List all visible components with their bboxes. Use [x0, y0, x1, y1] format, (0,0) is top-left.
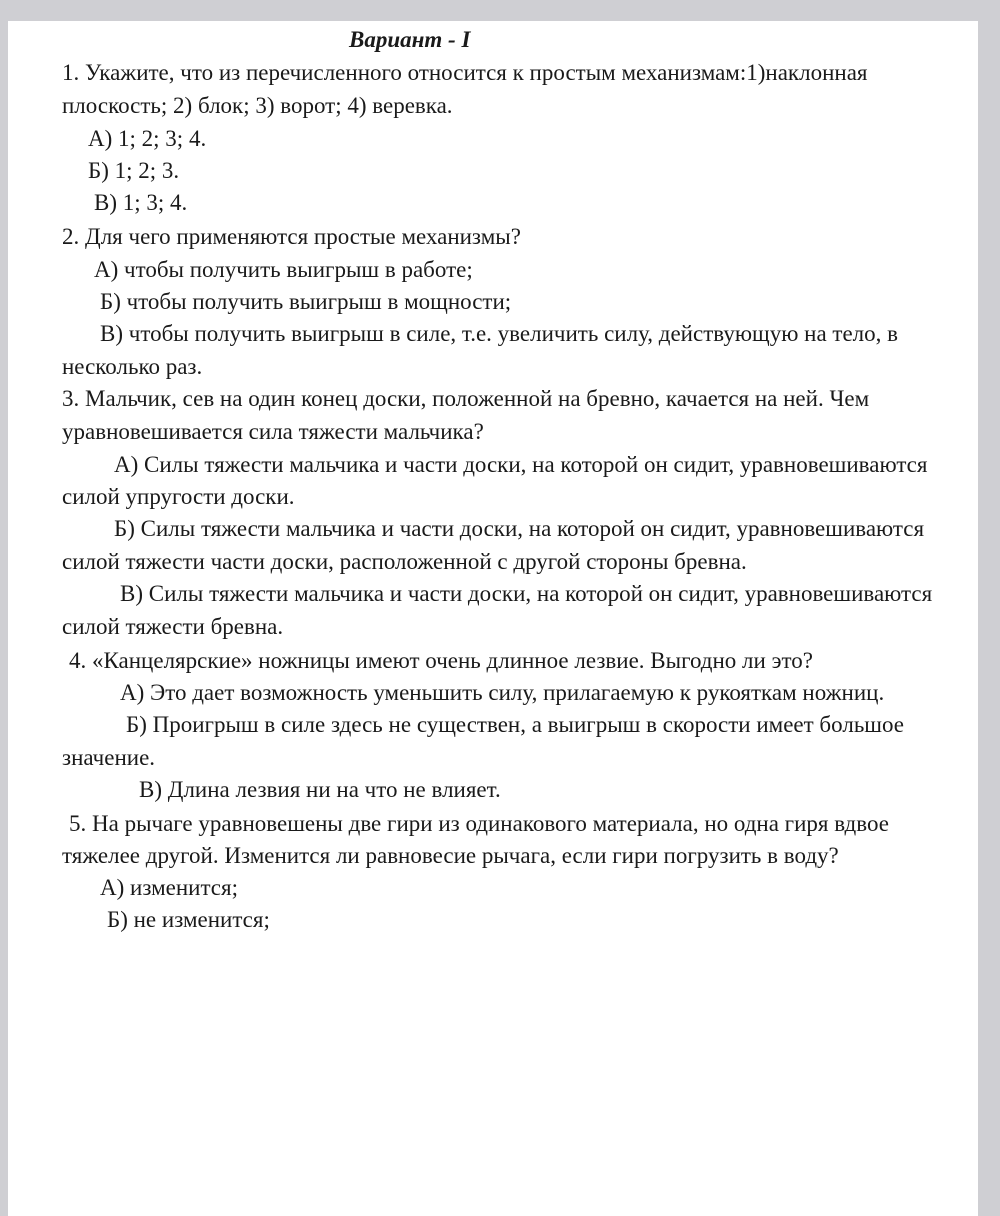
question-text: плоскость; 2) блок; 3) ворот; 4) веревка. [62, 93, 453, 118]
answer-option: А) 1; 2; 3; 4. [88, 126, 207, 151]
answer-option: А) Это дает возможность уменьшить силу, прилагаемую к рукояткам ножниц. [120, 680, 885, 705]
answer-option-continuation: значение. [62, 745, 156, 770]
question-text: 4. «Канцелярские» ножницы имеют очень длинное лезвие. Выгодно ли это? [69, 648, 813, 673]
question-text: 5. На рычаге уравновешены две гири из одинакового материала, но одна гиря вдвое [69, 811, 889, 836]
answer-option: Б) Силы тяжести мальчика и части доски, на которой он сидит, уравновешиваются [114, 516, 925, 541]
answer-option-continuation: силой тяжести части доски, расположенной с другой стороны бревна. [62, 549, 747, 574]
answer-option: Б) чтобы получить выигрыш в мощности; [100, 289, 512, 314]
answer-option-continuation: несколько раз. [62, 354, 203, 379]
answer-option: Б) 1; 2; 3. [88, 158, 180, 183]
question-text: 1. Укажите, что из перечисленного относится к простым механизмам:1)наклонная [62, 60, 868, 85]
question-text: тяжелее другой. Изменится ли равновесие рычага, если гири погрузить в воду? [62, 843, 839, 868]
answer-option: В) 1; 3; 4. [94, 190, 188, 215]
answer-option-continuation: силой тяжести бревна. [62, 614, 284, 639]
answer-option: Б) не изменится; [107, 907, 270, 932]
answer-option: А) чтобы получить выигрыш в работе; [94, 257, 473, 282]
answer-option: В) чтобы получить выигрыш в силе, т.е. увеличить силу, действующую на тело, в [100, 321, 899, 346]
question-text: 2. Для чего применяются простые механизмы? [62, 224, 521, 249]
document-page [8, 21, 978, 1216]
answer-option: А) Силы тяжести мальчика и части доски, на которой он сидит, уравновешиваются [114, 452, 928, 477]
answer-option: А) изменится; [100, 875, 238, 900]
page-edge-background [978, 0, 1000, 1216]
answer-option: В) Силы тяжести мальчика и части доски, на которой он сидит, уравновешиваются [120, 581, 933, 606]
answer-option: В) Длина лезвия ни на что не влияет. [139, 777, 501, 802]
answer-option-continuation: силой упругости доски. [62, 484, 295, 509]
question-text: 3. Мальчик, сев на один конец доски, положенной на бревно, качается на ней. Чем [62, 386, 870, 411]
page-title: Вариант - I [349, 27, 471, 52]
question-text: уравновешивается сила тяжести мальчика? [62, 419, 484, 444]
answer-option: Б) Проигрыш в силе здесь не существен, а выигрыш в скорости имеет большое [126, 712, 905, 737]
